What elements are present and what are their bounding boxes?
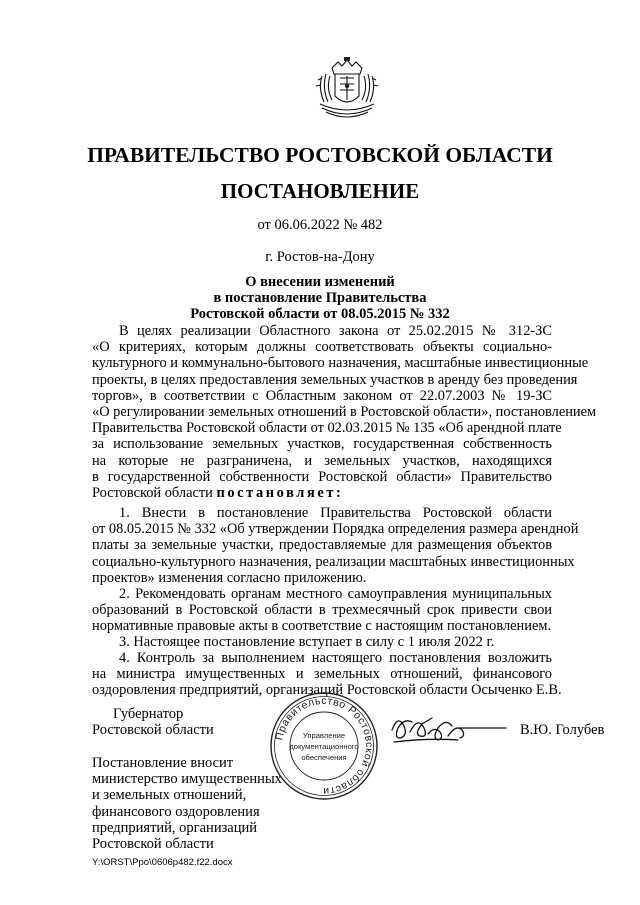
document-subject [0,274,640,322]
text-line: за использование земельных участков, государственная собственность [92,436,552,453]
text-line: нормативные правовые акты в соответствие с настоящим постановлением. [92,618,552,635]
text-line: на которые не разграничена, и земельных участков, находящихся [92,452,552,469]
seal-center-line: обеспечения [301,753,347,762]
preamble-last-prefix: Ростовской области [92,485,213,502]
text-line: и земельных отношений, [92,787,247,804]
text-line: в государственной собственности Ростовской области» Правительство [92,468,552,485]
text-line [92,485,552,501]
text-line: 3. Настоящее постановление вступает в силу с 1 июля 2022 г. [119,634,495,650]
official-seal-stamp [268,690,380,802]
text-line: культурного и коммунально-бытового назначения, масштабные инвестиционные [92,355,589,372]
text-line: министерство имущественных [92,771,282,788]
file-path-footer: Y:\ORST\Ppo\0606p482.f22.docx [92,857,233,868]
text-line: проектов» изменения согласно приложению. [92,569,367,586]
text-line: предприятий, организаций [92,819,258,836]
document-city: г. Ростов-на-Дону [265,249,375,265]
seal-ring-text: Правительство Ростовской области [273,694,376,798]
text-line: 1. Внести в постановление Правительства Ростовской области [119,505,552,521]
handwritten-signature [388,708,512,748]
text-line: «О регулировании земельных отношений в Ростовской области», постановлением [92,404,597,421]
item-2-paragraph [92,586,552,635]
text-line: Постановление вносит [92,755,234,771]
text-line: Ростовской области [92,836,214,853]
coat-of-arms-icon [312,56,382,124]
government-title: ПРАВИТЕЛЬСТВО РОСТОВСКОЙ ОБЛАСТИ [87,143,553,167]
text-line: 4. Контроль за выполнением настоящего постановления возложить [119,650,552,666]
text-line: платы за земельные участки, предоставляемые для размещения объектов [92,537,552,554]
seal-center-line: Управление [302,731,346,740]
text-line: торгов», в соответствии с Областным законом от 22.07.2003 № 19-ЗС [92,387,552,404]
signer-region: Ростовской области [92,722,214,738]
subject-line: в постановление Правительства [213,290,427,306]
text-line: «О критериях, которым должны соответствовать объекты социально- [92,339,552,356]
resolves-keyword: постановляет: [216,485,344,502]
text-line: проекты, в целях предоставления земельных участков в аренду без проведения [92,371,578,388]
signer-name: В.Ю. Голубев [520,722,605,738]
introduced-by-block [92,755,282,852]
text-line: образований в Ростовской области в трехмесячный срок привести свои [92,602,552,619]
text-line: Правительства Ростовской области от 02.03.2015 № 135 «Об арендной плате [92,420,562,437]
text-line: финансового оздоровления [92,803,260,820]
signer-position: Губернатор [113,706,184,722]
document-type: ПОСТАНОВЛЕНИЕ [220,179,420,203]
text-line: от 08.05.2015 № 332 «Об утверждении Порядка определения размера арендной [92,521,579,538]
item-3-paragraph [92,634,552,650]
item-1-paragraph [92,505,579,586]
document-date-number: от 06.06.2022 № 482 [257,217,383,233]
seal-center-line: документационного [289,742,359,751]
text-line: В целях реализации Областного закона от 25.02.2015 № 312-ЗС [119,323,552,339]
text-line: оздоровления предприятий, организаций Ростовской области Осыченко Е.В. [92,682,562,699]
subject-line: О внесении изменений [245,274,395,290]
text-line: социально-культурного назначения, реализации масштабных инвестиционных [92,553,575,570]
preamble-paragraph [92,323,597,502]
subject-line: Ростовской области от 08.05.2015 № 332 [190,306,450,322]
text-line: 2. Рекомендовать органам местного самоуправления муниципальных [119,586,552,602]
text-line: на министра имущественных и земельных отношений, финансового [92,666,552,683]
